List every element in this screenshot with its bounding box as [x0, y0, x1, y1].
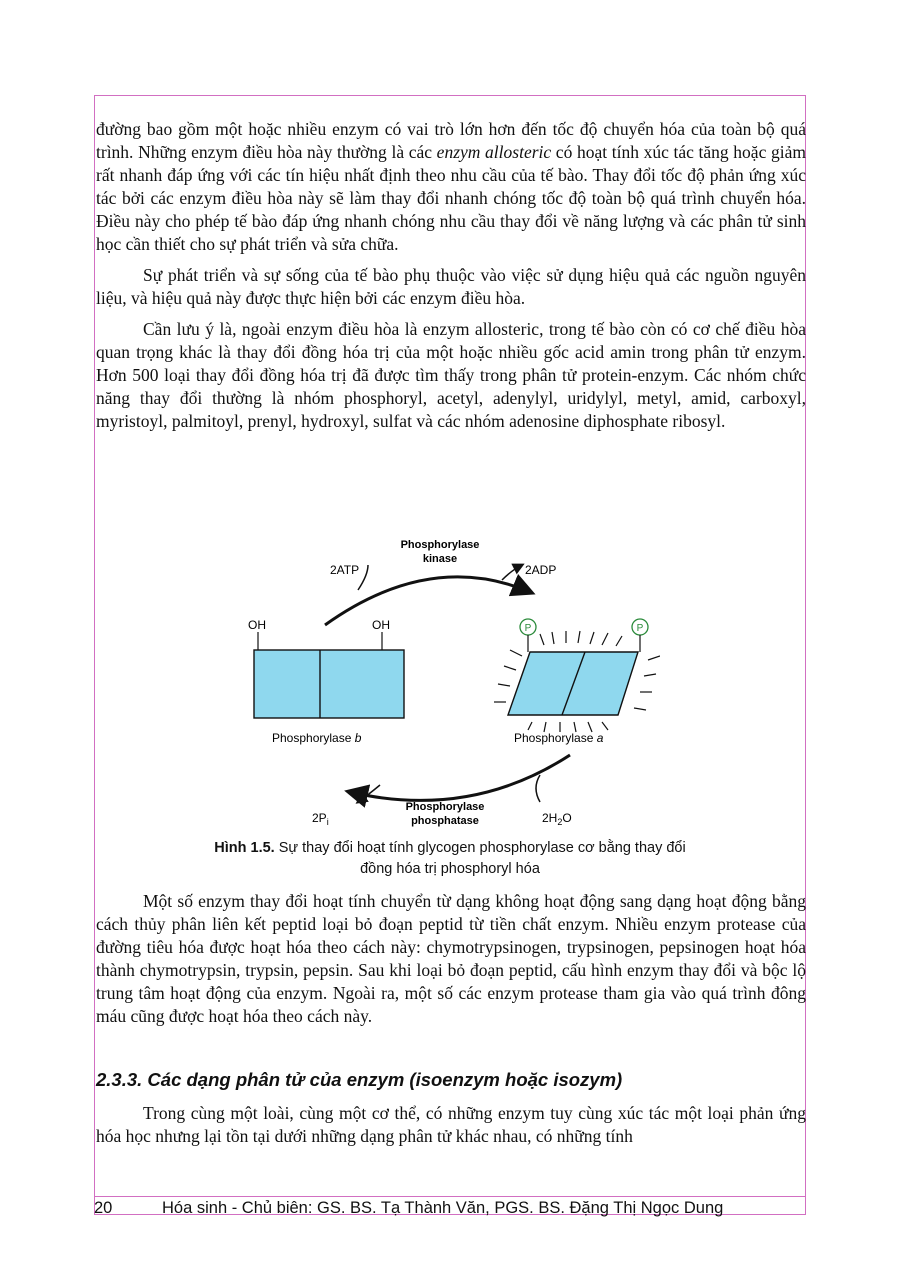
adp-branch: [502, 565, 522, 580]
atp-label: 2ATP: [330, 563, 360, 577]
phosphorylase-b-label: Phosphorylase b: [272, 731, 362, 745]
h2o-label: $2H_2O$: [542, 811, 572, 827]
footer-rule: [94, 1196, 806, 1197]
footer-text: Hóa sinh - Chủ biên: GS. BS. Tạ Thành Văn, PGS. BS. Đặng Thị Ngọc Dung: [162, 1199, 724, 1217]
body-text-bottom: [96, 1102, 806, 1148]
pi-label: $2P_i$: [312, 811, 329, 827]
kinase-label-1: Phosphorylase: [400, 539, 480, 551]
adp-label: 2ADP: [525, 563, 557, 577]
paragraph-1: đường bao gồm một hoặc nhiều enzym có vai trò lớn hơn đến tốc độ chuyển hóa của toàn bộ quá trình. Những enzym điều hòa này thường là các enzym allosteric có hoạt tính xúc tác tăng hoặc giảm rất nhanh đáp ứng với các tín hiệu nhất định theo nhu cầu của tế bào. Thay đổi tốc độ phản ứng xúc tác bởi các enzym điều hòa này sẽ làm thay đổi nhanh chóng tốc độ toàn bộ quá trình chuyển hóa. Điều này cho phép tế bào đáp ứng nhanh chóng nhu cầu thay đổi về năng lượng và các phân tử sinh học cần thiết cho sự phát triển và sửa chữa.: [96, 119, 806, 254]
body-text-middle: [96, 890, 806, 1028]
phosphorylase-figure: [240, 530, 660, 830]
phosphorylase-a-label: Phosphorylase a: [514, 731, 604, 745]
body-text-top: [96, 118, 806, 433]
oh-left-label: OH: [248, 618, 266, 632]
phosphatase-label-1: Phosphorylase: [405, 801, 485, 813]
h2o-branch: [536, 775, 540, 802]
kinase-arrow: [325, 577, 530, 625]
page-number: 20: [94, 1199, 113, 1217]
paragraph-4: Một số enzym thay đổi hoạt tính chuyển từ dạng không hoạt động sang dạng hoạt động bằng cách thủy phân liên kết peptid loại bỏ đoạn peptid từ tiền chất enzym. Nhiều enzym protease của đường tiêu hóa được hoạt hóa theo cách này: chymotrypsinogen, trypsinogen, pepsinogen hoạt hóa thành chymotrypsin, trypsin, pepsin. Sau khi loại bỏ đoạn peptid, cấu hình enzym thay đổi và bộc lộ trung tâm hoạt động của enzym. Ngoài ra, một số các enzym protease tham gia vào quá trình đông máu cũng được hoạt hóa theo cách này.: [96, 891, 806, 1026]
oh-right-label: OH: [372, 618, 390, 632]
term-enzym-allosteric: enzym allosteric: [436, 142, 552, 162]
phosphorylase-b-box: [254, 650, 404, 718]
section-heading: 2.3.3. Các dạng phân tử của enzym (isoenzym hoặc isozym): [96, 1069, 623, 1090]
svg-text:P: P: [524, 623, 532, 634]
figure-caption: Hình 1.5. Sự thay đổi hoạt tính glycogen phosphorylase cơ bằng thay đổi đồng hóa trị phosphoryl hóa: [214, 840, 686, 877]
caption-label: Hình 1.5.: [214, 840, 275, 856]
svg-text:P: P: [636, 623, 644, 634]
atp-branch: [358, 565, 368, 590]
phosphatase-label-2: phosphatase: [411, 815, 479, 827]
paragraph-2: Sự phát triển và sự sống của tế bào phụ thuộc vào việc sử dụng hiệu quả các nguồn nguyên liệu, và hiệu quả này được thực hiện bởi các enzym điều hòa.: [96, 265, 806, 308]
kinase-label-2: kinase: [422, 553, 458, 565]
paragraph-5: Trong cùng một loài, cùng một cơ thể, có những enzym tuy cùng xúc tác một loại phản ứng hóa học nhưng lại tồn tại dưới những dạng phân tử khác nhau, có những tính: [96, 1103, 806, 1146]
paragraph-3: Cần lưu ý là, ngoài enzym điều hòa là enzym allosteric, trong tế bào còn có cơ chế điều hòa quan trọng khác là thay đổi đồng hóa trị của một hoặc nhiều gốc acid amin trong phân tử enzym. Hơn 500 loại thay đổi đồng hóa trị đã được tìm thấy trong phân tử protein-enzym. Các nhóm chức năng thay đổi thường là nhóm phosphoryl, acetyl, adenylyl, uridylyl, metyl, amid, carboxyl, myristoyl, palmitoyl, prenyl, hydroxyl, sulfat và các nhóm adenosine diphosphate ribosyl.: [96, 319, 806, 431]
